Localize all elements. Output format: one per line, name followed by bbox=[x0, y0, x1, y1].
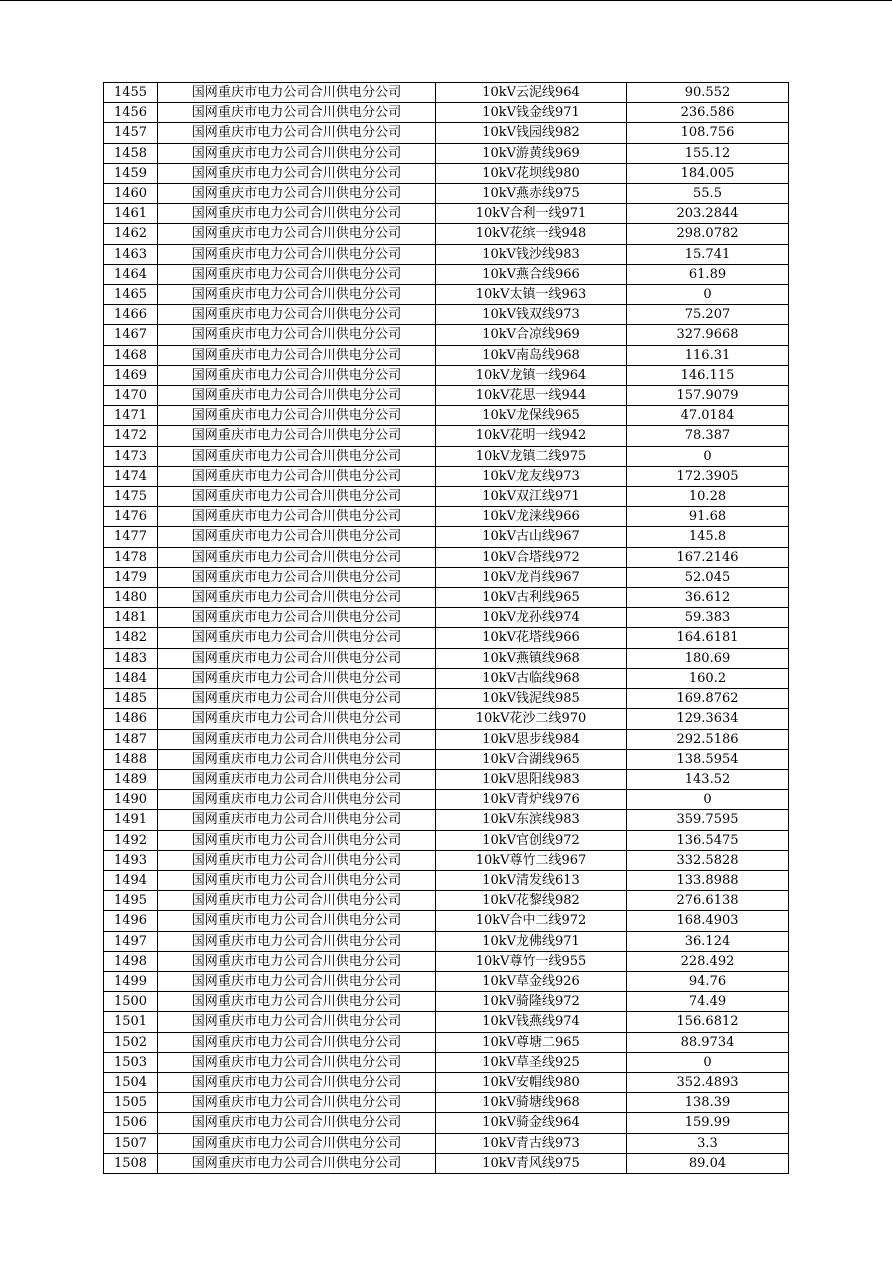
line-name-cell: 10kV骑隆线972 bbox=[436, 992, 627, 1012]
row-number-cell: 1460 bbox=[104, 184, 158, 204]
row-number-cell: 1492 bbox=[104, 830, 158, 850]
company-cell: 国网重庆市电力公司合川供电分公司 bbox=[158, 386, 436, 406]
value-cell: 47.0184 bbox=[627, 406, 789, 426]
row-number-cell: 1497 bbox=[104, 931, 158, 951]
row-number-cell: 1463 bbox=[104, 244, 158, 264]
table-row bbox=[104, 709, 789, 729]
value-cell: 236.586 bbox=[627, 103, 789, 123]
line-name-cell: 10kV燕赤线975 bbox=[436, 184, 627, 204]
company-cell: 国网重庆市电力公司合川供电分公司 bbox=[158, 810, 436, 830]
company-cell: 国网重庆市电力公司合川供电分公司 bbox=[158, 891, 436, 911]
row-number-cell: 1477 bbox=[104, 527, 158, 547]
line-name-cell: 10kV钱金线971 bbox=[436, 103, 627, 123]
table-row bbox=[104, 365, 789, 385]
row-number-cell: 1455 bbox=[104, 83, 158, 103]
company-cell: 国网重庆市电力公司合川供电分公司 bbox=[158, 992, 436, 1012]
table-row bbox=[104, 386, 789, 406]
row-number-cell: 1461 bbox=[104, 204, 158, 224]
row-number-cell: 1502 bbox=[104, 1032, 158, 1052]
value-cell: 55.5 bbox=[627, 184, 789, 204]
table-row bbox=[104, 264, 789, 284]
company-cell: 国网重庆市电力公司合川供电分公司 bbox=[158, 1012, 436, 1032]
row-number-cell: 1458 bbox=[104, 143, 158, 163]
value-cell: 292.5186 bbox=[627, 729, 789, 749]
row-number-cell: 1489 bbox=[104, 769, 158, 789]
value-cell: 276.6138 bbox=[627, 891, 789, 911]
line-name-cell: 10kV龙涞线966 bbox=[436, 507, 627, 527]
company-cell: 国网重庆市电力公司合川供电分公司 bbox=[158, 103, 436, 123]
company-cell: 国网重庆市电力公司合川供电分公司 bbox=[158, 547, 436, 567]
table-row bbox=[104, 446, 789, 466]
value-cell: 88.9734 bbox=[627, 1032, 789, 1052]
value-cell: 138.5954 bbox=[627, 749, 789, 769]
row-number-cell: 1485 bbox=[104, 689, 158, 709]
value-cell: 59.383 bbox=[627, 608, 789, 628]
table-row bbox=[104, 426, 789, 446]
row-number-cell: 1487 bbox=[104, 729, 158, 749]
value-cell: 143.52 bbox=[627, 769, 789, 789]
value-cell: 0 bbox=[627, 285, 789, 305]
company-cell: 国网重庆市电力公司合川供电分公司 bbox=[158, 588, 436, 608]
row-number-cell: 1473 bbox=[104, 446, 158, 466]
line-name-cell: 10kV青古线973 bbox=[436, 1133, 627, 1153]
row-number-cell: 1457 bbox=[104, 123, 158, 143]
company-cell: 国网重庆市电力公司合川供电分公司 bbox=[158, 264, 436, 284]
row-number-cell: 1472 bbox=[104, 426, 158, 446]
line-name-cell: 10kV龙友线973 bbox=[436, 466, 627, 486]
company-cell: 国网重庆市电力公司合川供电分公司 bbox=[158, 850, 436, 870]
company-cell: 国网重庆市电力公司合川供电分公司 bbox=[158, 244, 436, 264]
line-name-cell: 10kV尊塘二965 bbox=[436, 1032, 627, 1052]
value-cell: 90.552 bbox=[627, 83, 789, 103]
table-row bbox=[104, 850, 789, 870]
table-row bbox=[104, 992, 789, 1012]
row-number-cell: 1486 bbox=[104, 709, 158, 729]
line-data-table bbox=[103, 82, 789, 1174]
company-cell: 国网重庆市电力公司合川供电分公司 bbox=[158, 1113, 436, 1133]
company-cell: 国网重庆市电力公司合川供电分公司 bbox=[158, 285, 436, 305]
value-cell: 164.6181 bbox=[627, 628, 789, 648]
line-name-cell: 10kV古山线967 bbox=[436, 527, 627, 547]
value-cell: 108.756 bbox=[627, 123, 789, 143]
row-number-cell: 1507 bbox=[104, 1133, 158, 1153]
line-name-cell: 10kV双江线971 bbox=[436, 487, 627, 507]
line-name-cell: 10kV官创线972 bbox=[436, 830, 627, 850]
company-cell: 国网重庆市电力公司合川供电分公司 bbox=[158, 931, 436, 951]
value-cell: 159.99 bbox=[627, 1113, 789, 1133]
table-row bbox=[104, 1113, 789, 1133]
table-row bbox=[104, 567, 789, 587]
value-cell: 89.04 bbox=[627, 1153, 789, 1173]
table-row bbox=[104, 769, 789, 789]
page-top-border bbox=[0, 0, 892, 1]
table-row bbox=[104, 689, 789, 709]
value-cell: 184.005 bbox=[627, 163, 789, 183]
value-cell: 0 bbox=[627, 446, 789, 466]
line-name-cell: 10kV钱燕线974 bbox=[436, 1012, 627, 1032]
row-number-cell: 1470 bbox=[104, 386, 158, 406]
line-name-cell: 10kV青炉线976 bbox=[436, 790, 627, 810]
table-row bbox=[104, 1012, 789, 1032]
table-row bbox=[104, 143, 789, 163]
line-name-cell: 10kV思步线984 bbox=[436, 729, 627, 749]
row-number-cell: 1468 bbox=[104, 345, 158, 365]
table-row bbox=[104, 1052, 789, 1072]
row-number-cell: 1501 bbox=[104, 1012, 158, 1032]
company-cell: 国网重庆市电力公司合川供电分公司 bbox=[158, 224, 436, 244]
company-cell: 国网重庆市电力公司合川供电分公司 bbox=[158, 628, 436, 648]
table-row bbox=[104, 527, 789, 547]
value-cell: 327.9668 bbox=[627, 325, 789, 345]
line-name-cell: 10kV龙佛线971 bbox=[436, 931, 627, 951]
value-cell: 298.0782 bbox=[627, 224, 789, 244]
company-cell: 国网重庆市电力公司合川供电分公司 bbox=[158, 648, 436, 668]
company-cell: 国网重庆市电力公司合川供电分公司 bbox=[158, 426, 436, 446]
line-name-cell: 10kV花缤一线948 bbox=[436, 224, 627, 244]
company-cell: 国网重庆市电力公司合川供电分公司 bbox=[158, 1093, 436, 1113]
line-name-cell: 10kV花明一线942 bbox=[436, 426, 627, 446]
row-number-cell: 1496 bbox=[104, 911, 158, 931]
company-cell: 国网重庆市电力公司合川供电分公司 bbox=[158, 790, 436, 810]
value-cell: 138.39 bbox=[627, 1093, 789, 1113]
table-row bbox=[104, 931, 789, 951]
table-row bbox=[104, 911, 789, 931]
table-row bbox=[104, 345, 789, 365]
row-number-cell: 1478 bbox=[104, 547, 158, 567]
table-row bbox=[104, 648, 789, 668]
company-cell: 国网重庆市电力公司合川供电分公司 bbox=[158, 1153, 436, 1173]
company-cell: 国网重庆市电力公司合川供电分公司 bbox=[158, 709, 436, 729]
row-number-cell: 1484 bbox=[104, 668, 158, 688]
table-row bbox=[104, 285, 789, 305]
row-number-cell: 1500 bbox=[104, 992, 158, 1012]
value-cell: 10.28 bbox=[627, 487, 789, 507]
line-name-cell: 10kV古利线965 bbox=[436, 588, 627, 608]
company-cell: 国网重庆市电力公司合川供电分公司 bbox=[158, 527, 436, 547]
table-row bbox=[104, 729, 789, 749]
value-cell: 155.12 bbox=[627, 143, 789, 163]
table-body bbox=[104, 83, 789, 1174]
company-cell: 国网重庆市电力公司合川供电分公司 bbox=[158, 668, 436, 688]
table-row bbox=[104, 325, 789, 345]
company-cell: 国网重庆市电力公司合川供电分公司 bbox=[158, 446, 436, 466]
row-number-cell: 1490 bbox=[104, 790, 158, 810]
row-number-cell: 1483 bbox=[104, 648, 158, 668]
table-row bbox=[104, 628, 789, 648]
row-number-cell: 1491 bbox=[104, 810, 158, 830]
company-cell: 国网重庆市电力公司合川供电分公司 bbox=[158, 749, 436, 769]
table-row bbox=[104, 608, 789, 628]
value-cell: 91.68 bbox=[627, 507, 789, 527]
line-name-cell: 10kV游黄线969 bbox=[436, 143, 627, 163]
value-cell: 116.31 bbox=[627, 345, 789, 365]
table-row bbox=[104, 891, 789, 911]
table-row bbox=[104, 971, 789, 991]
line-name-cell: 10kV安帽线980 bbox=[436, 1072, 627, 1092]
value-cell: 160.2 bbox=[627, 668, 789, 688]
line-name-cell: 10kV合中二线972 bbox=[436, 911, 627, 931]
table-row bbox=[104, 204, 789, 224]
company-cell: 国网重庆市电力公司合川供电分公司 bbox=[158, 769, 436, 789]
company-cell: 国网重庆市电力公司合川供电分公司 bbox=[158, 345, 436, 365]
company-cell: 国网重庆市电力公司合川供电分公司 bbox=[158, 143, 436, 163]
line-name-cell: 10kV太镇一线963 bbox=[436, 285, 627, 305]
row-number-cell: 1505 bbox=[104, 1093, 158, 1113]
company-cell: 国网重庆市电力公司合川供电分公司 bbox=[158, 951, 436, 971]
value-cell: 167.2146 bbox=[627, 547, 789, 567]
row-number-cell: 1479 bbox=[104, 567, 158, 587]
company-cell: 国网重庆市电力公司合川供电分公司 bbox=[158, 567, 436, 587]
company-cell: 国网重庆市电力公司合川供电分公司 bbox=[158, 487, 436, 507]
row-number-cell: 1465 bbox=[104, 285, 158, 305]
value-cell: 180.69 bbox=[627, 648, 789, 668]
row-number-cell: 1476 bbox=[104, 507, 158, 527]
table-row bbox=[104, 507, 789, 527]
value-cell: 228.492 bbox=[627, 951, 789, 971]
table-row bbox=[104, 184, 789, 204]
company-cell: 国网重庆市电力公司合川供电分公司 bbox=[158, 689, 436, 709]
company-cell: 国网重庆市电力公司合川供电分公司 bbox=[158, 1072, 436, 1092]
company-cell: 国网重庆市电力公司合川供电分公司 bbox=[158, 406, 436, 426]
row-number-cell: 1498 bbox=[104, 951, 158, 971]
table-row bbox=[104, 668, 789, 688]
line-name-cell: 10kV清发线613 bbox=[436, 870, 627, 890]
line-name-cell: 10kV钱泥线985 bbox=[436, 689, 627, 709]
row-number-cell: 1467 bbox=[104, 325, 158, 345]
line-name-cell: 10kV合塔线972 bbox=[436, 547, 627, 567]
company-cell: 国网重庆市电力公司合川供电分公司 bbox=[158, 204, 436, 224]
company-cell: 国网重庆市电力公司合川供电分公司 bbox=[158, 365, 436, 385]
line-name-cell: 10kV花沙二线970 bbox=[436, 709, 627, 729]
row-number-cell: 1469 bbox=[104, 365, 158, 385]
table-row bbox=[104, 123, 789, 143]
line-name-cell: 10kV尊竹二线967 bbox=[436, 850, 627, 870]
row-number-cell: 1474 bbox=[104, 466, 158, 486]
company-cell: 国网重庆市电力公司合川供电分公司 bbox=[158, 1052, 436, 1072]
table-row bbox=[104, 1153, 789, 1173]
value-cell: 0 bbox=[627, 1052, 789, 1072]
value-cell: 156.6812 bbox=[627, 1012, 789, 1032]
line-name-cell: 10kV花坝线980 bbox=[436, 163, 627, 183]
company-cell: 国网重庆市电力公司合川供电分公司 bbox=[158, 870, 436, 890]
line-name-cell: 10kV合湖线965 bbox=[436, 749, 627, 769]
value-cell: 78.387 bbox=[627, 426, 789, 446]
line-name-cell: 10kV尊竹一线955 bbox=[436, 951, 627, 971]
value-cell: 332.5828 bbox=[627, 850, 789, 870]
value-cell: 172.3905 bbox=[627, 466, 789, 486]
table-row bbox=[104, 487, 789, 507]
value-cell: 359.7595 bbox=[627, 810, 789, 830]
line-name-cell: 10kV龙孙线974 bbox=[436, 608, 627, 628]
line-name-cell: 10kV合凉线969 bbox=[436, 325, 627, 345]
line-name-cell: 10kV龙保线965 bbox=[436, 406, 627, 426]
value-cell: 352.4893 bbox=[627, 1072, 789, 1092]
row-number-cell: 1503 bbox=[104, 1052, 158, 1072]
value-cell: 15.741 bbox=[627, 244, 789, 264]
line-name-cell: 10kV龙肖线967 bbox=[436, 567, 627, 587]
table-row bbox=[104, 1093, 789, 1113]
value-cell: 3.3 bbox=[627, 1133, 789, 1153]
table-row bbox=[104, 1032, 789, 1052]
value-cell: 133.8988 bbox=[627, 870, 789, 890]
line-name-cell: 10kV东滨线983 bbox=[436, 810, 627, 830]
company-cell: 国网重庆市电力公司合川供电分公司 bbox=[158, 466, 436, 486]
row-number-cell: 1493 bbox=[104, 850, 158, 870]
company-cell: 国网重庆市电力公司合川供电分公司 bbox=[158, 830, 436, 850]
table-row bbox=[104, 103, 789, 123]
table-row bbox=[104, 1133, 789, 1153]
value-cell: 74.49 bbox=[627, 992, 789, 1012]
value-cell: 52.045 bbox=[627, 567, 789, 587]
table-row bbox=[104, 749, 789, 769]
line-name-cell: 10kV古临线968 bbox=[436, 668, 627, 688]
table-row bbox=[104, 951, 789, 971]
table-row bbox=[104, 224, 789, 244]
company-cell: 国网重庆市电力公司合川供电分公司 bbox=[158, 971, 436, 991]
company-cell: 国网重庆市电力公司合川供电分公司 bbox=[158, 184, 436, 204]
table-row bbox=[104, 547, 789, 567]
value-cell: 136.5475 bbox=[627, 830, 789, 850]
row-number-cell: 1459 bbox=[104, 163, 158, 183]
line-name-cell: 10kV南岛线968 bbox=[436, 345, 627, 365]
line-name-cell: 10kV合利一线971 bbox=[436, 204, 627, 224]
value-cell: 36.612 bbox=[627, 588, 789, 608]
line-name-cell: 10kV花塔线966 bbox=[436, 628, 627, 648]
table-row bbox=[104, 810, 789, 830]
table-row bbox=[104, 1072, 789, 1092]
table-row bbox=[104, 163, 789, 183]
row-number-cell: 1482 bbox=[104, 628, 158, 648]
value-cell: 61.89 bbox=[627, 264, 789, 284]
value-cell: 94.76 bbox=[627, 971, 789, 991]
row-number-cell: 1466 bbox=[104, 305, 158, 325]
row-number-cell: 1471 bbox=[104, 406, 158, 426]
value-cell: 203.2844 bbox=[627, 204, 789, 224]
value-cell: 75.207 bbox=[627, 305, 789, 325]
value-cell: 169.8762 bbox=[627, 689, 789, 709]
table-row bbox=[104, 305, 789, 325]
row-number-cell: 1464 bbox=[104, 264, 158, 284]
company-cell: 国网重庆市电力公司合川供电分公司 bbox=[158, 83, 436, 103]
company-cell: 国网重庆市电力公司合川供电分公司 bbox=[158, 325, 436, 345]
company-cell: 国网重庆市电力公司合川供电分公司 bbox=[158, 911, 436, 931]
value-cell: 0 bbox=[627, 790, 789, 810]
value-cell: 129.3634 bbox=[627, 709, 789, 729]
row-number-cell: 1506 bbox=[104, 1113, 158, 1133]
line-name-cell: 10kV燕合线966 bbox=[436, 264, 627, 284]
row-number-cell: 1508 bbox=[104, 1153, 158, 1173]
row-number-cell: 1495 bbox=[104, 891, 158, 911]
company-cell: 国网重庆市电力公司合川供电分公司 bbox=[158, 163, 436, 183]
company-cell: 国网重庆市电力公司合川供电分公司 bbox=[158, 1032, 436, 1052]
row-number-cell: 1480 bbox=[104, 588, 158, 608]
line-name-cell: 10kV骑塘线968 bbox=[436, 1093, 627, 1113]
line-name-cell: 10kV草金线926 bbox=[436, 971, 627, 991]
line-name-cell: 10kV花黎线982 bbox=[436, 891, 627, 911]
table-row bbox=[104, 870, 789, 890]
company-cell: 国网重庆市电力公司合川供电分公司 bbox=[158, 305, 436, 325]
company-cell: 国网重庆市电力公司合川供电分公司 bbox=[158, 1133, 436, 1153]
line-name-cell: 10kV钱园线982 bbox=[436, 123, 627, 143]
row-number-cell: 1499 bbox=[104, 971, 158, 991]
company-cell: 国网重庆市电力公司合川供电分公司 bbox=[158, 123, 436, 143]
table-row bbox=[104, 830, 789, 850]
value-cell: 157.9079 bbox=[627, 386, 789, 406]
table-row bbox=[104, 244, 789, 264]
table-row bbox=[104, 588, 789, 608]
line-name-cell: 10kV青风线975 bbox=[436, 1153, 627, 1173]
row-number-cell: 1504 bbox=[104, 1072, 158, 1092]
line-name-cell: 10kV燕镇线968 bbox=[436, 648, 627, 668]
table-row bbox=[104, 790, 789, 810]
table-row bbox=[104, 466, 789, 486]
row-number-cell: 1475 bbox=[104, 487, 158, 507]
row-number-cell: 1494 bbox=[104, 870, 158, 890]
line-name-cell: 10kV骑金线964 bbox=[436, 1113, 627, 1133]
value-cell: 36.124 bbox=[627, 931, 789, 951]
row-number-cell: 1456 bbox=[104, 103, 158, 123]
line-name-cell: 10kV思阳线983 bbox=[436, 769, 627, 789]
company-cell: 国网重庆市电力公司合川供电分公司 bbox=[158, 507, 436, 527]
line-name-cell: 10kV草圣线925 bbox=[436, 1052, 627, 1072]
value-cell: 146.115 bbox=[627, 365, 789, 385]
table-row bbox=[104, 406, 789, 426]
line-name-cell: 10kV云泥线964 bbox=[436, 83, 627, 103]
row-number-cell: 1481 bbox=[104, 608, 158, 628]
table-row bbox=[104, 83, 789, 103]
value-cell: 168.4903 bbox=[627, 911, 789, 931]
company-cell: 国网重庆市电力公司合川供电分公司 bbox=[158, 729, 436, 749]
company-cell: 国网重庆市电力公司合川供电分公司 bbox=[158, 608, 436, 628]
line-name-cell: 10kV花思一线944 bbox=[436, 386, 627, 406]
line-name-cell: 10kV钱沙线983 bbox=[436, 244, 627, 264]
row-number-cell: 1488 bbox=[104, 749, 158, 769]
row-number-cell: 1462 bbox=[104, 224, 158, 244]
value-cell: 145.8 bbox=[627, 527, 789, 547]
line-name-cell: 10kV龙镇二线975 bbox=[436, 446, 627, 466]
line-name-cell: 10kV龙镇一线964 bbox=[436, 365, 627, 385]
line-name-cell: 10kV钱双线973 bbox=[436, 305, 627, 325]
